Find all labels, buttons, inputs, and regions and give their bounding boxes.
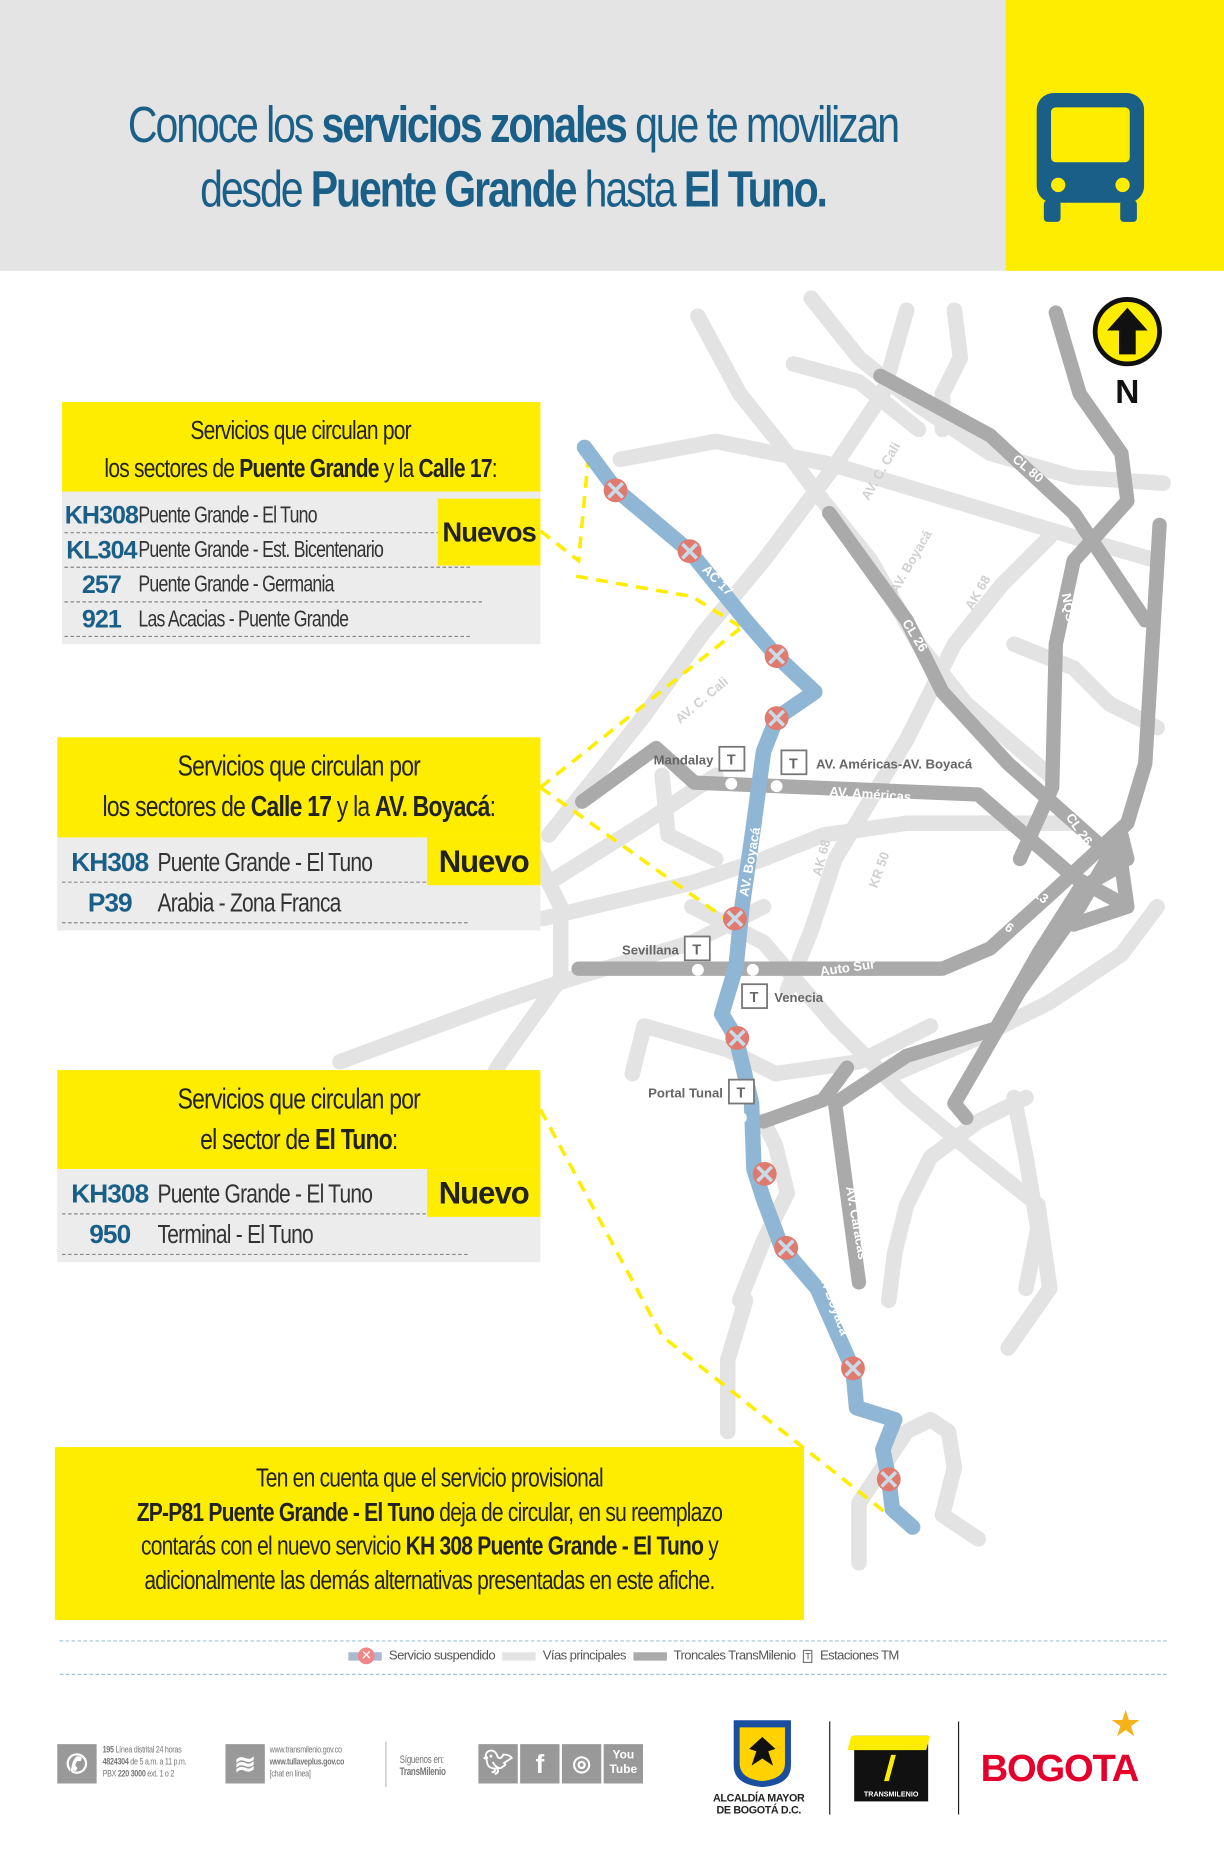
svg-text:AV. Américas: AV. Américas — [828, 783, 912, 805]
svg-text:AV. Boyacá: AV. Boyacá — [886, 527, 935, 596]
svg-text:AC 17: AC 17 — [699, 561, 737, 599]
svg-text:AV. Caracas: AV. Caracas — [975, 952, 1026, 1024]
divider — [60, 1640, 1167, 1641]
svg-text:KR 50: KR 50 — [865, 849, 893, 890]
route-row[interactable]: 921 Las Acacias - Puente Grande — [64, 602, 470, 637]
new-badge: Nuevo — [427, 1169, 540, 1217]
phone-icon: ✆ — [57, 1744, 96, 1783]
services-box-puente-grande — [62, 402, 540, 644]
suspended-x-icon — [765, 644, 789, 668]
svg-text:AV. C. Cali: AV. C. Cali — [858, 439, 904, 503]
svg-text:AC 6: AC 6 — [983, 906, 1017, 936]
svg-text:T: T — [692, 942, 702, 959]
facebook-icon[interactable]: f — [520, 1744, 559, 1783]
suspended-x-icon — [877, 1467, 901, 1491]
web-info: www.transmilenio.gov.co www.tullaveplus.gov.co [chat en línea] — [269, 1744, 345, 1779]
troncal-swatch — [633, 1652, 666, 1660]
svg-text:CL 26: CL 26 — [1062, 810, 1096, 848]
svg-text:NQS: NQS — [1058, 592, 1079, 623]
youtube-icon[interactable]: You Tube — [604, 1744, 643, 1783]
svg-text:AV. Caracas: AV. Caracas — [842, 1184, 871, 1261]
route-row[interactable]: KH308Puente Grande - El Tuno — [64, 499, 470, 534]
svg-text:AV. Boyacá: AV. Boyacá — [736, 826, 764, 898]
suspended-icon: ✕ — [348, 1652, 381, 1660]
svg-text:AV. Boyacá: AV. Boyacá — [814, 1266, 853, 1338]
north-arrow — [1095, 299, 1159, 411]
svg-text:T: T — [788, 756, 798, 773]
suspended-x-icon — [604, 478, 628, 502]
transmilenio-logo: TRANSMILENIO — [854, 1736, 928, 1802]
station-americas-boyaca[interactable] — [781, 750, 972, 774]
svg-text:T: T — [736, 1085, 746, 1102]
svg-text:AC 13: AC 13 — [1012, 872, 1052, 907]
twitter-icon[interactable]: 🐦︎ — [478, 1744, 517, 1783]
follow-us: Síguenos en: TransMilenio — [399, 1753, 446, 1778]
svg-text:NQS: NQS — [975, 847, 1005, 880]
notice-box: Ten en cuenta que el servicio provisional ZP-P81 Puente Grande - El Tuno deja de circular, en su reemplazo contarás con el nuevo servicio KH 308 Puente Grande - El Tuno y adicionalmente las demás alternativas presentadas en este afiche. — [55, 1447, 804, 1620]
suspended-x-icon — [765, 706, 789, 730]
route-row[interactable]: P39 Arabia - Zona Franca — [62, 883, 468, 924]
svg-text:CL 26: CL 26 — [899, 616, 931, 655]
page-title: Conoce los servicios zonales que te movilizan desde Puente Grande hasta El Tuno. — [127, 96, 899, 219]
suspended-x-icon — [678, 539, 702, 563]
svg-text:T: T — [726, 752, 736, 769]
bogota-logo: BOGOTA — [980, 1746, 1139, 1790]
services-box-calle17 — [57, 737, 540, 930]
box-heading: Servicios que circulan por el sector de El Tuno: — [57, 1070, 540, 1169]
instagram-icon[interactable]: ◎ — [562, 1744, 601, 1783]
road-swatch — [502, 1652, 535, 1660]
svg-text:N: N — [1115, 374, 1140, 412]
new-badge: Nuevos — [438, 499, 541, 566]
suspended-x-icon — [774, 1236, 798, 1260]
route-row[interactable]: KH308 Puente Grande - El Tuno — [62, 1174, 432, 1215]
svg-text:CL 80: CL 80 — [1009, 451, 1047, 486]
svg-text:Mandalay: Mandalay — [653, 752, 714, 768]
suspended-x-icon — [753, 1162, 777, 1186]
svg-text:AK 10: AK 10 — [1029, 956, 1062, 997]
star-icon: ★ — [1109, 1704, 1142, 1745]
svg-text:Portal Tunal: Portal Tunal — [648, 1085, 723, 1101]
route-row[interactable]: KH308 Puente Grande - El Tuno — [62, 842, 432, 883]
suspended-x-icon — [841, 1356, 865, 1380]
svg-text:AV. C. Cali: AV. C. Cali — [672, 673, 732, 727]
svg-text:Venecia: Venecia — [774, 990, 824, 1006]
new-badge: Nuevo — [427, 837, 540, 885]
divider — [60, 1674, 1167, 1675]
divider — [958, 1721, 959, 1814]
wifi-icon: ≋ — [225, 1744, 264, 1783]
bus-panel — [1006, 0, 1224, 271]
divider — [385, 1742, 386, 1787]
svg-text:Sevillana: Sevillana — [621, 942, 679, 958]
bus-icon — [1006, 0, 1224, 271]
alcaldia-shield-logo — [728, 1718, 800, 1790]
station-sevillana[interactable] — [622, 936, 710, 960]
legend: ✕ Servicio suspendido Vías principales Troncales TransMilenio T Estaciones TM — [348, 1649, 898, 1663]
svg-text:AK 68: AK 68 — [961, 572, 994, 613]
svg-text:AV. Américas-AV. Boyacá: AV. Américas-AV. Boyacá — [815, 756, 973, 772]
suspended-x-icon — [723, 907, 747, 931]
divider — [829, 1721, 830, 1814]
route-row[interactable]: KL304Puente Grande - Est. Bicentenario — [64, 533, 470, 568]
svg-text:AK 68: AK 68 — [809, 837, 834, 878]
alcaldia-text: ALCALDÍA MAYOR DE BOGOTÁ D.C. — [713, 1791, 805, 1816]
box-heading: Servicios que circulan por los sectores de Calle 17 y la AV. Boyacá: — [57, 737, 540, 837]
box-heading: Servicios que circulan por los sectores de Puente Grande y la Calle 17: — [62, 402, 540, 491]
station-portal-tunal[interactable] — [648, 1080, 754, 1104]
phone-info: 195 Línea distrital 24 horas 4824304 de 5 a.m. a 11 p.m. PBX 220 3000 ext. 1 o 2 — [102, 1744, 187, 1779]
route-row[interactable]: 950 Terminal - El Tuno — [62, 1214, 468, 1255]
services-box-el-tuno — [57, 1070, 540, 1262]
svg-text:Auto Sur: Auto Sur — [819, 956, 876, 979]
station-icon: T — [803, 1649, 813, 1662]
suspended-x-icon — [725, 1026, 749, 1050]
svg-text:T: T — [749, 990, 759, 1007]
route-row[interactable]: 257 Puente Grande - Germania — [64, 568, 482, 603]
